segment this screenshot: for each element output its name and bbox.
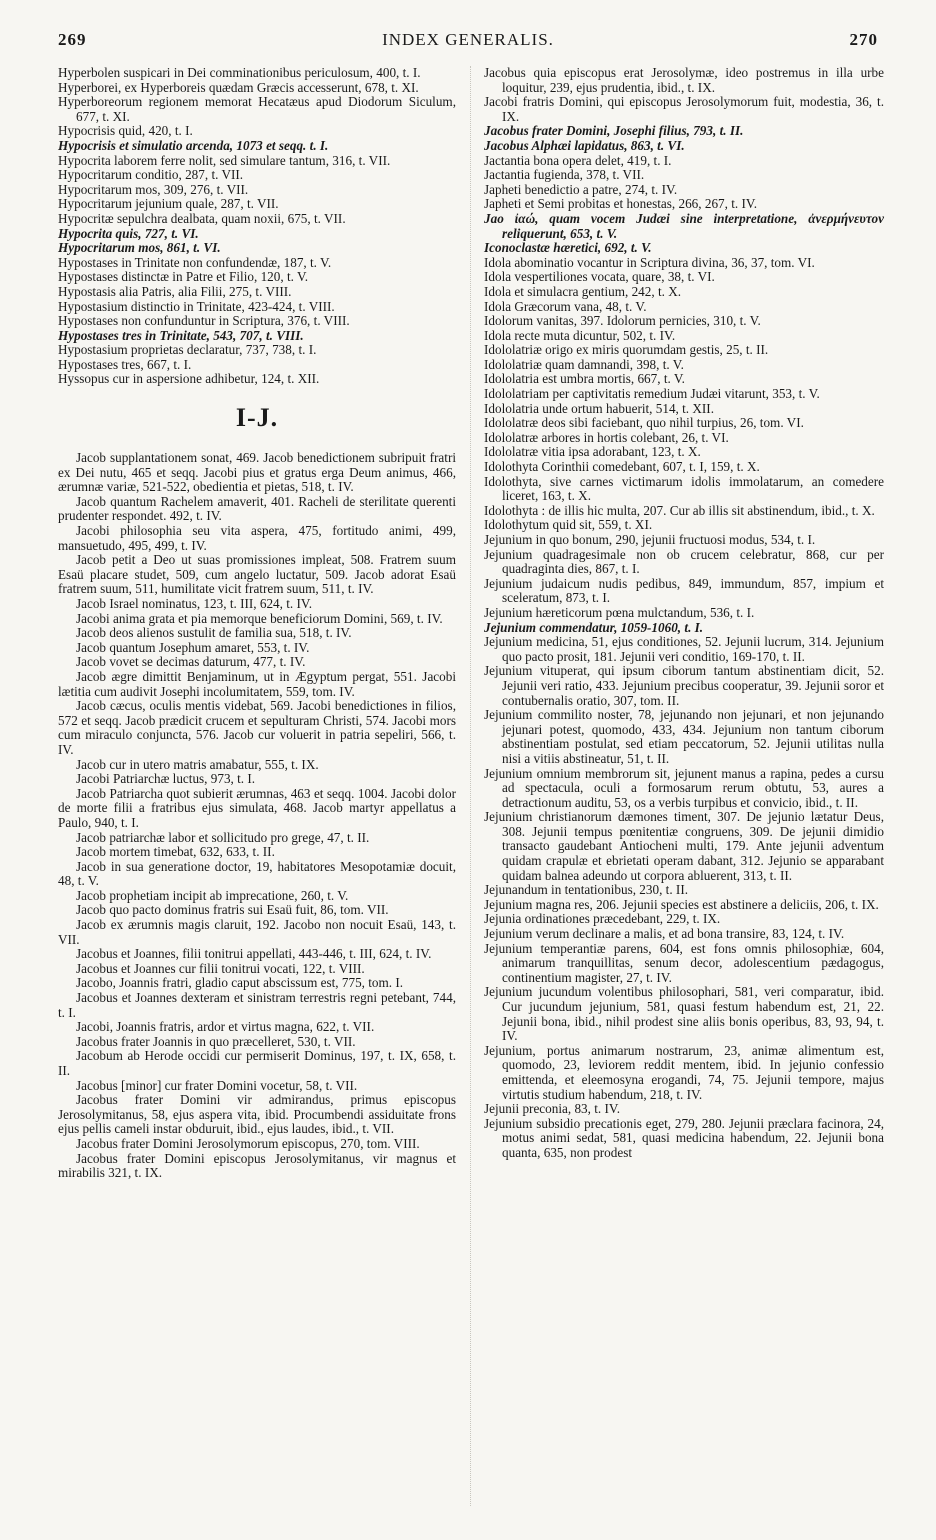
index-entry: Jejunandum in tentationibus, 230, t. II. [484,882,689,898]
index-entry: Jacobus et Joannes cur filii tonitrui vocati, 122, t. VIII. [76,960,365,976]
index-entry: Idola recte muta dicuntur, 502, t. IV. [484,327,676,343]
index-entry: Jacob prophetiam incipit ab imprecatione, 260, t. V. [76,887,349,903]
index-entry: Hyssopus cur in aspersione adhibetur, 124, t. XII. [58,371,320,387]
index-entry: Jejunium omnium membrorum sit, jejunent manus a rapina, pedes a cursu ad spectacula, oculi a formosarum rerum obtutu, 53, aures a detractionum auditu, 53, os a verbis turpibus et convicio, ibid., t. II. [484,765,884,810]
index-entry: Jejunium, portus animarum nostrarum, 23, animæ alimentum est, quomodo, 23, leviorem reddit mentem, ibid. In jejunio confessio emittenda, et eleemosyna erogandi, 74, 75. Jejunii tempore, majus virtutis studium habendum, 218, t. IV. [484,1042,884,1102]
index-entry: Jejunium commilito noster, 78, jejunando non jejunari, et non jejunando jejunari potest, quomodo, 433, 434. Jejunium non tantum ciborum abstinentiam postulat, sed etiam peccatorum, 52. Jejunii utilitas nulla nisi a vitiis abstineatur, 51, t. II. [484,707,884,766]
index-entry: Jacob cæcus, oculis mentis videbat, 569. Jacobi benedictiones in filios, 572 et seqq. Jacob prædicit crucem et sepulturam Christi, 574. Jacobi mors cum miraculo conjuncta, 576. Jacob cur voluerit in patria sepeliri, 566, t. IV. [58,698,456,757]
index-entry: Jacob in sua generatione doctor, 19, habitatores Mesopotamiæ docuit, 48, t. V. [58,858,456,889]
index-entry: Idola vespertiliones vocata, quare, 38, t. VI. [484,269,715,285]
index-entry: Jactantia bona opera delet, 419, t. I. [484,152,672,168]
index-entry: Idola Græcorum vana, 48, t. V. [484,298,647,314]
index-entry: Idololatriæ origo ex miris quorumdam gestis, 25, t. II. [484,342,769,358]
index-entry: Jacob supplantationem sonat, 469. Jacob benedictionem subripuit fratri ex Dei nutu, 465 et seqq. Jacobi pius et gratus erga Deum animus, 466, ærumnæ variæ, 521-522, obedientia et pietas, 518, t. IV. [58,450,456,495]
index-entry: Jejunium magna res, 206. Jejunii species est abstinere a deliciis, 206, t. IX. [484,896,879,912]
index-entry: Jacobi, Joannis fratris, ardor et virtus magna, 622, t. VII. [76,1019,375,1035]
index-entry: Jacobus frater Domini episcopus Jerosolymitanus, vir magnus et mirabilis 321, t. IX. [58,1150,456,1181]
index-entry: Jejunium judaicum nudis pedibus, 849, immundum, 857, impium et sceleratum, 873, t. I. [484,575,884,606]
index-entry: Hypocrita quis, 727, t. VI. [58,225,199,241]
index-entry: Jao ἰαώ, quam vocem Judæi sine interpretatione, ἀνερμήνευτον reliquerunt, 653, t. V. [484,210,884,241]
index-entry: Jacobus frater Domini vir admirandus, primus episcopus Jerosolymitanus, 58, ejus aspera vita, ibid. Procumbendi assiduitate frons ejus pellis cameli instar obduruit, ibid., ejus laudes, ibid., t. VII. [58,1092,456,1137]
index-entry: Hyperbolen suspicari in Dei comminationibus periculosum, 400, t. I. [58,65,421,80]
index-entry: Jacobus Alphæi lapidatus, 863, t. VI. [484,137,685,153]
index-entry: Jacobus et Joannes, filii tonitrui appellati, 443-446, t. III, 624, t. IV. [76,946,432,962]
index-entry: Idola abominatio vocantur in Scriptura divina, 36, 37, tom. VI. [484,254,815,270]
index-entry: Hypocrisis et simulatio arcenda, 1073 et seqq. t. I. [58,137,329,153]
index-entry: Hypocritæ sepulchra dealbata, quam noxii, 675, t. VII. [58,210,346,226]
index-entry: Idolothyta Corinthii comedebant, 607, t. I, 159, t. X. [484,459,760,475]
index-entry: Jacob vovet se decimas daturum, 477, t. IV. [76,654,306,670]
index-entry: Idololatriæ quam damnandi, 398, t. V. [484,356,684,372]
index-entry: Idololatria est umbra mortis, 667, t. V. [484,371,685,387]
index-entry: Jejunii preconia, 83, t. IV. [484,1101,621,1117]
index-entry: Jejunium verum declinare a malis, et ad bona transire, 83, 124, t. IV. [484,926,845,942]
index-entry: Jacobi Patriarchæ luctus, 973, t. I. [76,771,256,787]
page-number-left: 269 [58,30,87,49]
index-entry: Jacobi philosophia seu vita aspera, 475, fortitudo animi, 499, mansuetudo, 495, 499, t. IV. [58,523,456,553]
index-entry: Jacobus frater Joannis in quo præcelleret, 530, t. VII. [76,1033,356,1049]
index-entry: Jacobus [minor] cur frater Domini vocetur, 58, t. VII. [76,1077,358,1093]
index-entry: Jacobo, Joannis fratri, gladio caput abscissum est, 775, tom. I. [76,975,404,991]
index-entry: Jacob ex ærumnis magis claruit, 192. Jacobo non nocuit Esaü, 143, t. VII. [58,917,456,947]
index-entry: Idolothyta, sive carnes victimarum idolis immolatarum, an comedere liceret, 163, t. X. [484,473,884,504]
index-entry: Hypostases non confunduntur in Scriptura, 376, t. VIII. [58,313,350,329]
index-entry: Idololatria unde ortum habuerit, 514, t. XII. [484,400,714,416]
index-entry: Jactantia fugienda, 378, t. VII. [484,167,645,183]
index-entry: Hypostasium proprietas declaratur, 737, 738, t. I. [58,342,317,358]
index-entry: Idololatriam per captivitatis remedium Judæi vitarunt, 353, t. V. [484,386,820,402]
index-entry: Hypocritarum jejunium quale, 287, t. VII. [58,196,279,212]
hypocrisis-entries [58,66,456,387]
index-entry: Jacob patriarchæ labor et sollicitudo pro grege, 47, t. II. [76,829,370,845]
index-entry: Jacob Israel nominatus, 123, t. III, 624, t. IV. [76,596,312,611]
index-entry: Hypostases tres in Trinitate, 543, 707, t. VIII. [58,327,304,343]
index-entry: Hypostases in Trinitate non confundendæ, 187, t. V. [58,254,332,270]
index-entry: Idolothytum quid sit, 559, t. XI. [484,517,653,533]
index-entry: Jejunium christianorum dæmones timent, 307. De jejunio lætatur Deus, 308. Jejunii tempus pœnitentiæ congruens, 309. De jejunii dimidio transacto gaudebant Antiocheni multi, 179. Ante jejunii adventum quidam crapulæ et ebrietati operam dabant, 312. Jejunio se apparabant quidam balnea adeundo ut corpora abluerent, 313, t. II. [484,809,884,883]
index-entry: Jejunium in quo bonum, 290, jejunii fructuosi modus, 534, t. I. [484,532,816,547]
index-entry: Jacobus frater Domini, Josephi filius, 793, t. II. [484,123,744,139]
index-entry: Jacobus quia episcopus erat Jerosolymæ, ideo postremus in illa urbe loquitur, 239, ejus prudentia, ibid., t. IX. [484,65,884,95]
index-entry: Japheti benedictio a patre, 274, t. IV. [484,181,678,197]
index-entry: Hypostases tres, 667, t. I. [58,356,192,372]
index-entry: Hypostasium distinctio in Trinitate, 423-424, t. VIII. [58,298,335,314]
page-number-right: 270 [849,30,878,49]
index-entry: Jacob quantum Rachelem amaverit, 401. Racheli de sterilitate querenti prudenter respondet. 492, t. IV. [58,493,456,524]
index-entry: Jejunium vituperat, qui ipsum ciborum tantum abstinentiam dicit, 52. Jejunii veri ratio, 433. Jejunium precibus cooperatur, 39. Jejunii soror et contubernalis oratio, 307, tom. II. [484,663,884,708]
index-entry: Idola et simulacra gentium, 242, t. X. [484,283,682,299]
index-entry: Hypocrita laborem ferre nolit, sed simulare tantum, 316, t. VII. [58,152,391,168]
index-entry: Jacob ægre dimittit Benjaminum, ut in Ægyptum pergat, 551. Jacobi lætitia cum audivit Josephi incolumitatem, 559, tom. IV. [58,668,456,699]
index-entry: Hypocritarum conditio, 287, t. VII. [58,167,244,183]
index-entry: Jacob quo pacto dominus fratris sui Esaü fuit, 86, tom. VII. [76,902,389,918]
left-column [58,66,456,1181]
index-entry: Jacob cur in utero matris amabatur, 555, t. IX. [76,756,319,772]
index-entry: Jejunium medicina, 51, ejus conditiones, 52. Jejunii lucrum, 314. Jejunium quo pacto prosit, 181. Jejunii veri conditio, 169-170, t. II. [484,634,884,664]
index-entry: Jejunium hæreticorum pœna mulctandum, 536, t. I. [484,604,755,620]
index-entry: Jacobus frater Domini Jerosolymorum episcopus, 270, tom. VIII. [76,1135,420,1151]
index-entry: Hyperborei, ex Hyperboreis quædam Græcis accesserunt, 678, t. XI. [58,79,419,95]
index-entry: Jacob mortem timebat, 632, 633, t. II. [76,844,275,860]
index-entry: Jacobum ab Herode occidi cur permiserit Dominus, 197, t. IX, 658, t. II. [58,1048,456,1078]
index-entry: Idolorum vanitas, 397. Idolorum pernicies, 310, t. V. [484,313,761,329]
index-entry: Jejunium jucundum volentibus philosophari, 581, veri comparatur, ibid. Cur jucundum jejunium, 581, quasi festum habendum est, 21, 22. Jejunii bona, ibid., nihil prodest sine aliis bonis operibus, 83, 93, 94, t. IV. [484,984,884,1044]
index-entry: Hypostases distinctæ in Patre et Filio, 120, t. V. [58,269,309,285]
index-entry: Idololatræ vitia ipsa adorabant, 123, t. X. [484,444,701,460]
column-divider [470,66,471,1506]
index-entry: Jejunium commendatur, 1059-1060, t. I. [484,619,704,635]
index-entry: Idolothyta : de illis hic multa, 207. Cur ab illis sit abstinendum, ibid., t. X. [484,502,875,518]
right-entries [484,66,884,1161]
page-header [58,30,878,54]
index-entry: Jacobi fratris Domini, qui episcopus Jerosolymorum fuit, modestia, 36, t. IX. [484,94,884,124]
index-entry: Jacobus et Joannes dexteram et sinistram terrestris regni petebant, 744, t. I. [58,990,456,1020]
index-entry: Hypocritarum mos, 309, 276, t. VII. [58,181,249,197]
index-entry: Jejunia ordinationes præcedebant, 229, t. IX. [484,911,721,927]
running-title: INDEX GENERALIS. [382,30,554,49]
index-entry: Hypocrisis quid, 420, t. I. [58,123,193,139]
index-entry: Jejunium subsidio precationis eget, 279, 280. Jejunii præclara facinora, 24, motus animi sedat, 581, quasi medicina habendum, 22. Jejunii bona quanta, 635, non prodest [484,1115,884,1160]
index-entry: Hypocritarum mos, 861, t. VI. [58,240,221,256]
index-entry: Hypostasis alia Patris, alia Filii, 275, t. VIII. [58,283,292,299]
jacob-entries [58,451,456,1181]
section-heading: I-J. [235,403,279,433]
index-entry: Idololatræ arbores in hortis colebant, 26, t. VI. [484,429,729,445]
index-entry: Jacobi anima grata et pia memorque beneficiorum Domini, 569, t. IV. [76,610,443,626]
index-entry: Jacob Patriarcha quot subierit ærumnas, 463 et seqq. 1004. Jacobi dolor de morte filii a fratribus ejus simulata, 468. Jacob martyr appellatus a Paulo, 940, t. I. [58,785,456,830]
index-entry: Jejunium temperantiæ parens, 604, est fons omnis philosophiæ, 604, animarum tranquillitas, senum decor, adolescentium pædagogus, continentium magister, 27, t. IV. [484,940,884,985]
index-entry: Jacob quantum Josephum amaret, 553, t. IV. [76,639,310,655]
index-entry: Japheti et Semi probitas et honestas, 266, 267, t. IV. [484,196,757,212]
right-column [484,66,884,1161]
index-entry: Hyperboreorum regionem memorat Hecatæus apud Diodorum Siculum, 677, t. XI. [58,94,456,124]
index-entry: Iconoclastæ hæretici, 692, t. V. [484,240,652,256]
index-entry: Jejunium quadragesimale non ob crucem celebratur, 868, cur per quadraginta dies, 867, t. I. [484,546,884,577]
index-entry: Jacob petit a Deo ut suas promissiones impleat, 508. Fratrem suum Esaü placare studet, 509, cum angelo luctatur, 509. Jacob adorat Esaü fratrem suum, 511, humilitate vicit fratrem suum, 511, t. IV. [58,552,456,597]
index-entry: Jacob deos alienos sustulit de familia sua, 518, t. IV. [76,625,352,641]
index-entry: Idololatræ deos sibi faciebant, quo nihil turpius, 26, tom. VI. [484,415,804,431]
